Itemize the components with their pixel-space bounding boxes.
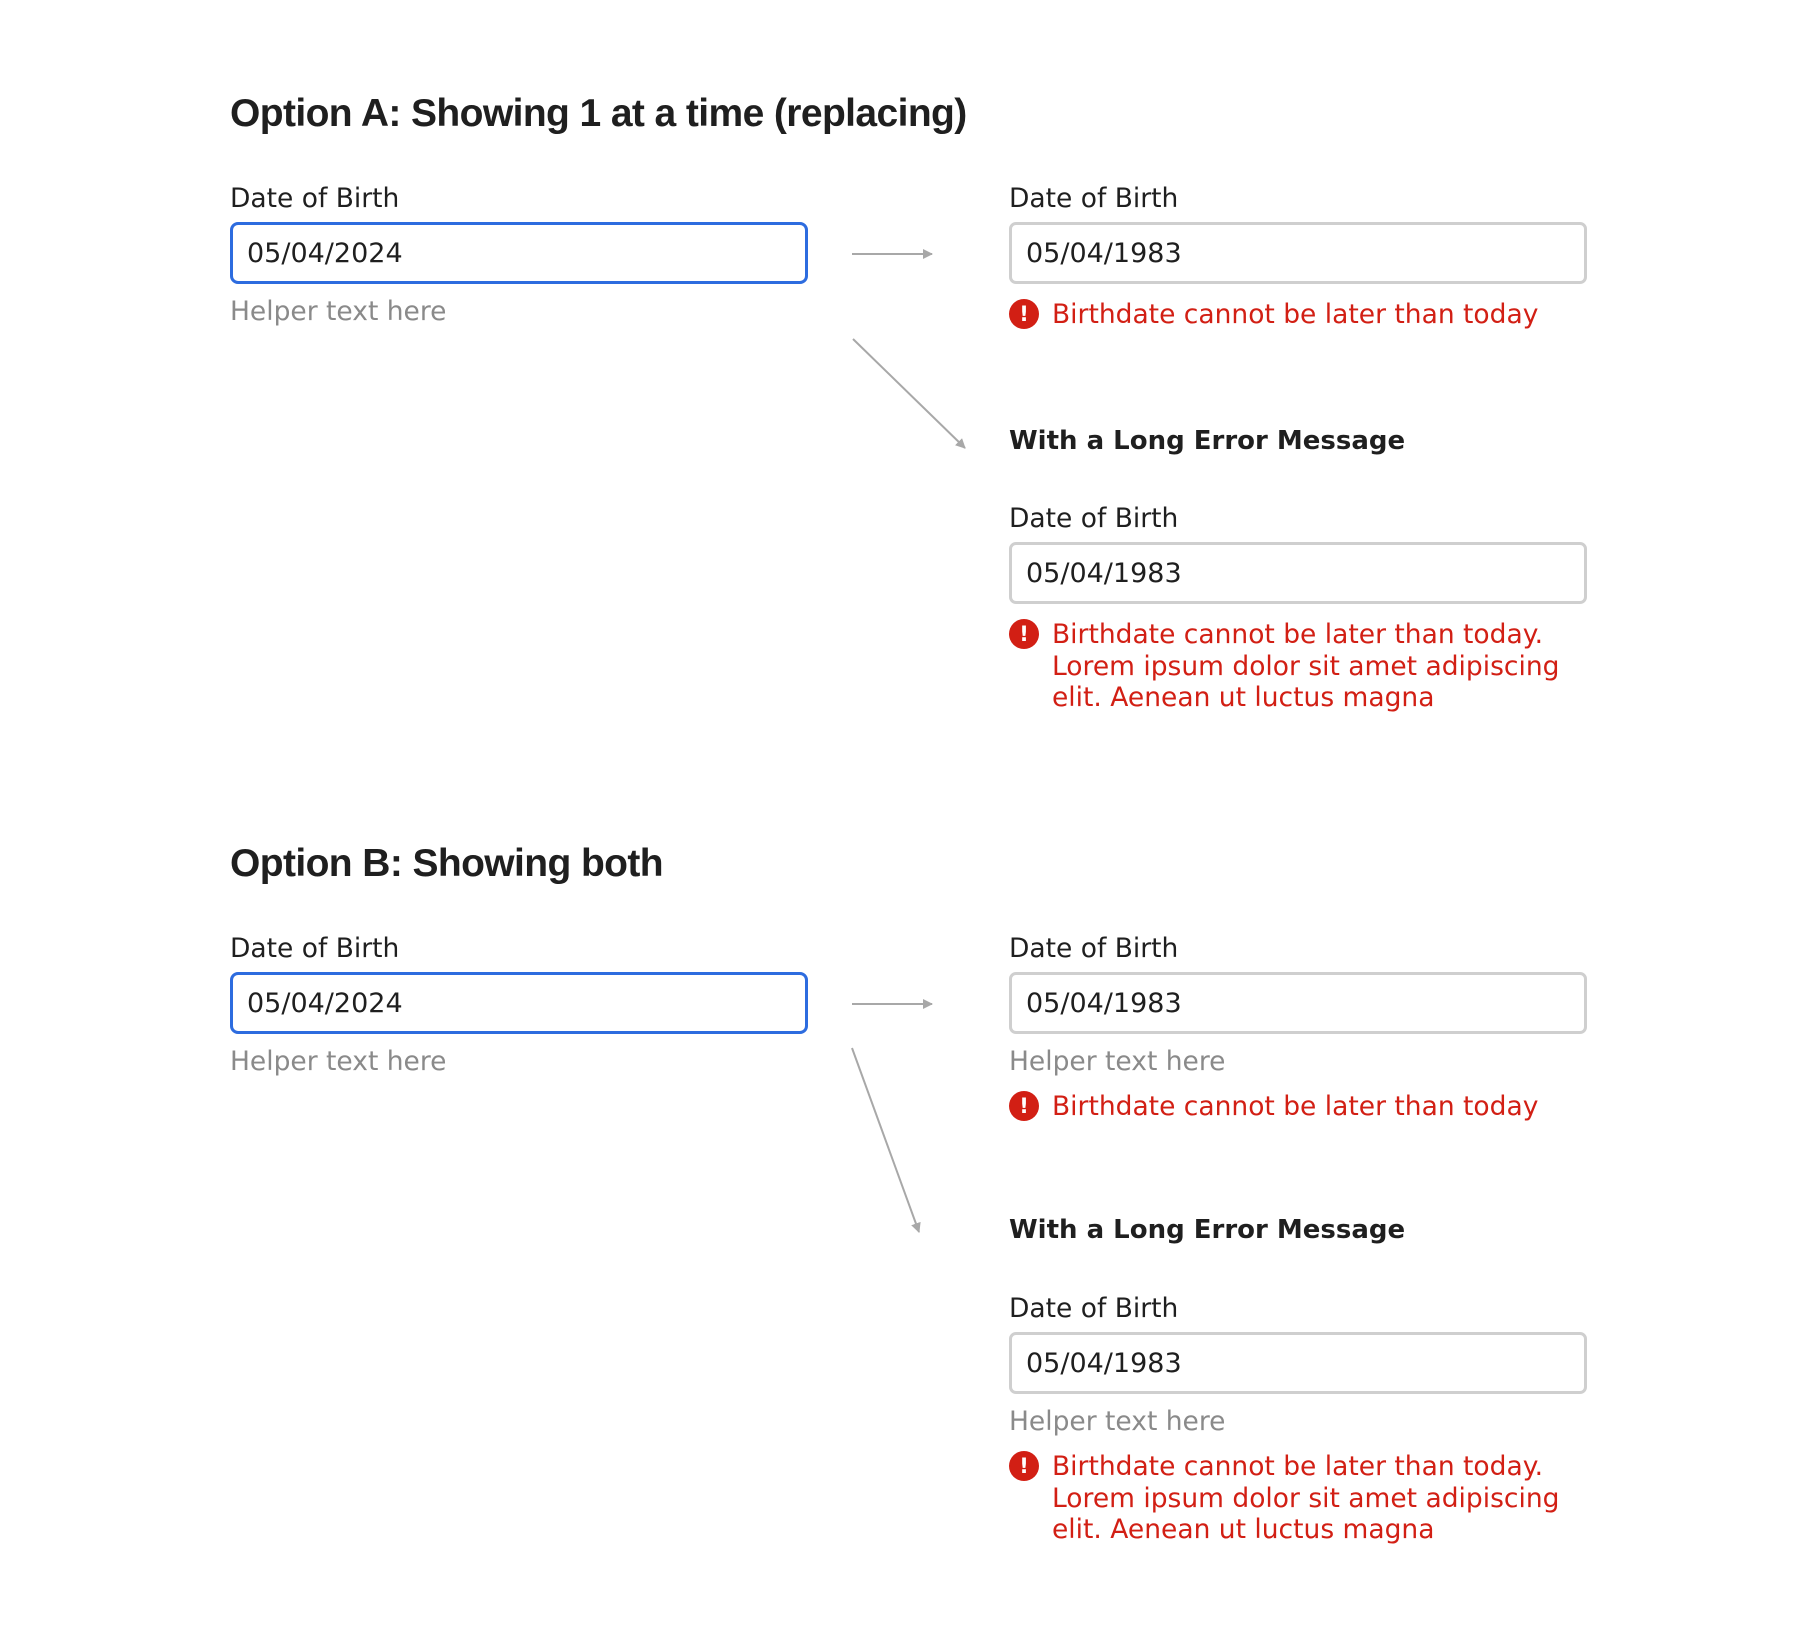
option-a-long-error-date-value: 05/04/1983 (1026, 557, 1182, 589)
option-b-long-error-label: Date of Birth (1009, 1293, 1179, 1324)
option-a-default-label: Date of Birth (230, 183, 400, 214)
option-b-title: Option B: Showing both (230, 842, 664, 885)
error-circle-icon: ! (1009, 1451, 1039, 1481)
option-b-default-date-value: 05/04/2024 (247, 987, 403, 1019)
option-a-arrow-diagonal-icon (853, 339, 965, 448)
option-a-title: Option A: Showing 1 at a time (replacing) (230, 92, 967, 135)
option-b-error-text: Birthdate cannot be later than today (1052, 1091, 1539, 1122)
option-a-error-date-value: 05/04/1983 (1026, 237, 1182, 269)
option-b-long-error-date-value: 05/04/1983 (1026, 1347, 1182, 1379)
option-b-error-label: Date of Birth (1009, 933, 1179, 964)
option-a-default-date-value: 05/04/2024 (247, 237, 403, 269)
error-circle-icon: ! (1009, 299, 1039, 329)
option-b-error-date-value: 05/04/1983 (1026, 987, 1182, 1019)
option-a-long-error-title: With a Long Error Message (1009, 426, 1406, 456)
error-circle-icon: ! (1009, 619, 1039, 649)
option-b-default-helper-text: Helper text here (230, 1046, 447, 1077)
option-a-error-label: Date of Birth (1009, 183, 1179, 214)
option-b-arrow-diagonal-icon (852, 1048, 919, 1232)
error-circle-icon: ! (1009, 1091, 1039, 1121)
option-a-error-text: Birthdate cannot be later than today (1052, 299, 1539, 330)
option-b-long-error-helper-text: Helper text here (1009, 1406, 1226, 1437)
option-a-long-error-label: Date of Birth (1009, 503, 1179, 534)
option-a-long-error-text: Birthdate cannot be later than today. Lorem ipsum dolor sit amet adipiscing elit. Aenean ut luctus magna (1052, 619, 1560, 713)
option-b-default-label: Date of Birth (230, 933, 400, 964)
option-b-error-helper-text: Helper text here (1009, 1046, 1226, 1077)
option-b-long-error-title: With a Long Error Message (1009, 1215, 1406, 1245)
option-a-default-helper-text: Helper text here (230, 296, 447, 327)
option-b-long-error-text: Birthdate cannot be later than today. Lorem ipsum dolor sit amet adipiscing elit. Aenean ut luctus magna (1052, 1451, 1560, 1545)
